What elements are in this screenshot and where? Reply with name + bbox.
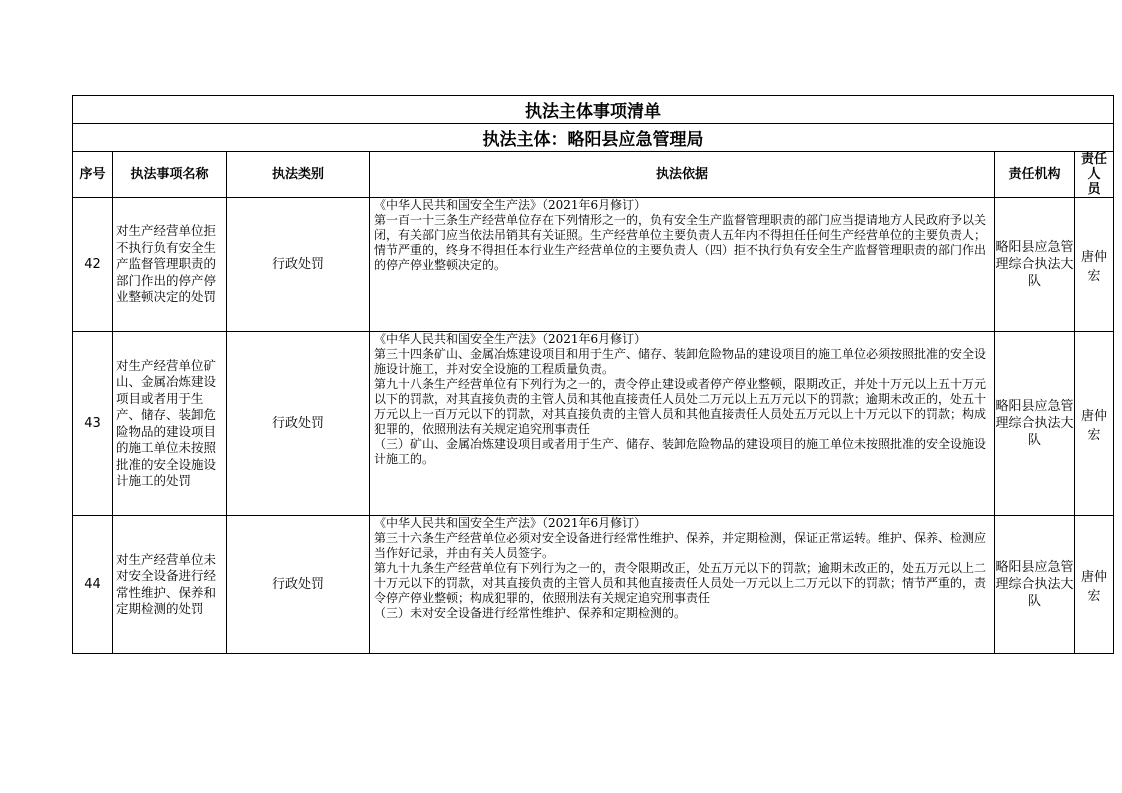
header-row <box>73 152 1114 198</box>
row-person: 唐仲宏 <box>1075 198 1114 332</box>
table-subtitle: 执法主体：略阳县应急管理局 <box>73 124 1114 152</box>
row-basis <box>370 198 995 332</box>
row-name: 对生产经营单位拒不执行负有安全生产监督管理职责的部门作出的停产停业整顿决定的处罚 <box>113 198 227 332</box>
header-name: 执法事项名称 <box>113 152 227 198</box>
row-org: 略阳县应急管理综合执法大队 <box>995 198 1075 332</box>
basis-paragraph: 第三十四条矿山、金属冶炼建设项目和用于生产、储存、装卸危险物品的建设项目的施工单位必须按照批准的安全设施设计施工，并对安全设施的工程质量负责。 <box>374 347 987 376</box>
basis-paragraph: 《中华人民共和国安全生产法》（2021年6月修订） <box>374 332 647 346</box>
row-seq: 44 <box>73 516 113 654</box>
header-seq: 序号 <box>73 152 113 198</box>
row-person: 唐仲宏 <box>1075 516 1114 654</box>
header-person-line2: 员 <box>1087 182 1101 197</box>
row-basis <box>370 332 995 516</box>
row-seq: 43 <box>73 332 113 516</box>
row-type: 行政处罚 <box>227 198 370 332</box>
row-type: 行政处罚 <box>227 332 370 516</box>
row-org: 略阳县应急管理综合执法大队 <box>995 516 1075 654</box>
header-type: 执法类别 <box>227 152 370 198</box>
row-type: 行政处罚 <box>227 516 370 654</box>
header-person <box>1075 152 1114 198</box>
header-org: 责任机构 <box>995 152 1075 198</box>
row-person: 唐仲宏 <box>1075 332 1114 516</box>
header-basis: 执法依据 <box>370 152 995 198</box>
enforcement-table <box>72 95 1114 654</box>
row-name: 对生产经营单位未对安全设备进行经常性维护、保养和定期检测的处罚 <box>113 516 227 654</box>
basis-paragraph: 第一百一十三条生产经营单位存在下列情形之一的，负有安全生产监督管理职责的部门应当提请地方人民政府予以关闭，有关部门应当依法吊销其有关证照。生产经营单位主要负责人五年内不得担任任何生产经营单位的主要负责人；情节严重的，终身不得担任本行业生产经营单位的主要负责人（四）拒不执行负有安全生产监督管理职责的部门作出的停产停业整顿决定的。 <box>374 213 987 272</box>
row-name: 对生产经营单位矿山、金属冶炼建设项目或者用于生产、储存、装卸危险物品的建设项目的施工单位未按照批准的安全设施设计施工的处罚 <box>113 332 227 516</box>
table-title: 执法主体事项清单 <box>73 96 1114 124</box>
basis-paragraph: （三）未对安全设备进行经常性维护、保养和定期检测的。 <box>374 606 687 620</box>
row-basis <box>370 516 995 654</box>
row-seq: 42 <box>73 198 113 332</box>
basis-paragraph: 第九十九条生产经营单位有下列行为之一的，责令限期改正，处五万元以下的罚款；逾期未改正的，处五万元以上二十万元以下的罚款，对其直接负责的主管人员和其他直接责任人员处一万元以上二万元以下的罚款；情节严重的，责令停产停业整顿；构成犯罪的，依照刑法有关规定追究刑事责任 <box>374 561 987 605</box>
row-org: 略阳县应急管理综合执法大队 <box>995 332 1075 516</box>
header-person-line1: 责任人 <box>1081 152 1108 182</box>
table-row <box>73 516 1114 654</box>
table-row <box>73 198 1114 332</box>
basis-paragraph: 《中华人民共和国安全生产法》（2021年6月修订） <box>374 516 647 530</box>
basis-paragraph: （三）矿山、金属冶炼建设项目或者用于生产、储存、装卸危险物品的建设项目的施工单位未按照批准的安全设施设计施工的。 <box>374 437 987 466</box>
basis-paragraph: 第九十八条生产经营单位有下列行为之一的，责令停止建设或者停产停业整顿，限期改正，并处十万元以上五十万元以下的罚款，对其直接负责的主管人员和其他直接责任人员处二万元以上五万元以下的罚款；逾期未改正的，处五十万元以上一百万元以下的罚款，对其直接负责的主管人员和其他直接责任人员处五万元以上十万元以下的罚款；构成犯罪的，依照刑法有关规定追究刑事责任 <box>374 377 987 436</box>
basis-paragraph: 第三十六条生产经营单位必须对安全设备进行经常性维护、保养，并定期检测，保证正常运转。维护、保养、检测应当作好记录，并由有关人员签字。 <box>374 531 987 560</box>
basis-paragraph: 《中华人民共和国安全生产法》（2021年6月修订） <box>374 198 647 212</box>
table-row <box>73 332 1114 516</box>
